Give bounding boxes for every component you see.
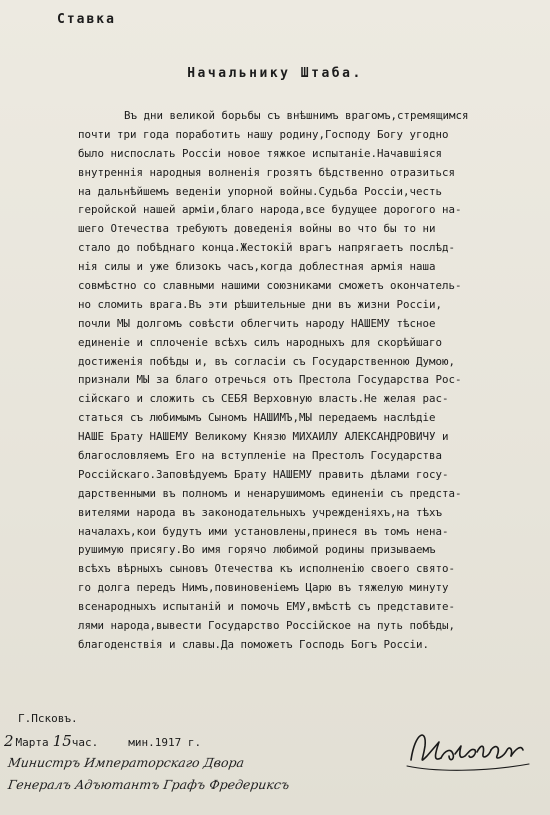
date-minutes-year: мин.1917 г. — [128, 736, 202, 749]
body-line: лями народа,вывести Государство Россійское на путь побѣды, — [78, 619, 456, 633]
body-line: дарственными въ полномъ и ненарушимомъ единеніи съ предста- — [78, 486, 462, 500]
date-line — [4, 732, 201, 750]
body-line: НАШЕ Брату НАШЕМУ Великому Князю МИХАИЛУ АЛЕКСАНДРОВИЧУ и — [78, 430, 449, 444]
body-line: рушимую присягу.Во имя горячо любимой родины призываемъ — [78, 543, 436, 557]
body-line: внутреннія народныя волненія грозятъ бѣдственно отразиться — [78, 165, 456, 179]
body-line: геройской нашей арміи,благо народа,все будущее дорогого на- — [78, 203, 462, 217]
body-line: началахъ,кои будутъ ими установлены,принеся въ томъ нена- — [78, 524, 449, 538]
body-line: Въ дни великой борьбы съ внѣшнимъ врагомъ,стремящимся — [124, 109, 469, 122]
body-line: признали МЫ за благо отречься отъ Престола Государства Рос- — [78, 373, 462, 387]
countersignature — [8, 752, 308, 796]
body-line: благоденствія и славы.Да поможетъ Господь Богъ Россіи. — [78, 637, 430, 651]
date-month: Марта — [15, 736, 49, 749]
signature — [405, 720, 535, 780]
date-hour-handwritten: 15 — [52, 732, 72, 750]
body-line: статься съ любимымъ Сыномъ НАШИМЪ,МЫ передаемъ наслѣдіе — [78, 411, 436, 425]
document-body — [78, 107, 533, 655]
signature-icon — [405, 720, 535, 780]
date-hour-label: час. — [71, 736, 99, 749]
place-line: Г.Псковъ. — [18, 712, 78, 725]
body-line: всѣхъ вѣрныхъ сыновъ Отечества къ исполненію своего свято- — [78, 562, 456, 576]
document-header: Ставка — [57, 12, 116, 27]
body-line: но сломить врага.Въ эти рѣшительные дни въ жизни Россіи, — [78, 297, 443, 311]
countersign-line: Генералъ Адъютантъ Графъ Фредерикcъ — [7, 777, 291, 792]
body-line: почти три года поработить нашу родину,Господу Богу угодно — [78, 127, 449, 141]
body-line: было ниспослать Россіи новое тяжкое испытаніе.Начавшіяся — [78, 146, 443, 160]
body-line: го долга передъ Нимъ,повиновеніемъ Царю въ тяжелую минуту — [78, 581, 449, 595]
body-line: Россійскаго.Заповѣдуемъ Брату НАШЕМУ править дѣлами госу- — [78, 467, 449, 481]
body-line: почли МЫ долгомъ совѣсти облегчить народу НАШЕМУ тѣсное — [78, 316, 436, 330]
body-line: нія силы и уже близокъ часъ,когда доблестная армія наша — [78, 260, 436, 274]
body-line: вителями народа въ законодательныхъ учрежденіяхъ,на тѣхъ — [78, 505, 443, 519]
body-line: стало до побѣднаго конца.Жестокій врагъ напрягаетъ послѣд- — [78, 241, 456, 255]
document-title: Начальнику Штаба. — [187, 66, 363, 81]
countersign-line: Министръ Императорскаго Двора — [7, 755, 246, 770]
body-line: всенародныхъ испытаній и помочь ЕМУ,вмѣстѣ съ представите- — [78, 600, 456, 614]
body-line: благословляемъ Его на вступленіе на Престолъ Государства — [78, 449, 443, 463]
date-day-handwritten: 2 — [4, 732, 14, 750]
body-line: единеніе и сплоченіе всѣхъ силъ народныхъ для скорѣйшаго — [78, 335, 443, 349]
body-line: шего Отечества требуютъ доведенія войны во что бы то ни — [78, 222, 436, 236]
body-line: на дальнѣйшемъ веденіи упорной войны.Судьба Россіи,честь — [78, 184, 443, 198]
body-line: достиженія побѣды и, въ согласіи съ Государственною Думою, — [78, 354, 456, 368]
body-line: сійскаго и сложить съ СЕБЯ Верховную власть.Не желая рас- — [78, 392, 449, 406]
body-line: совмѣстно со славными нашими союзниками сможетъ окончатель- — [78, 279, 462, 293]
